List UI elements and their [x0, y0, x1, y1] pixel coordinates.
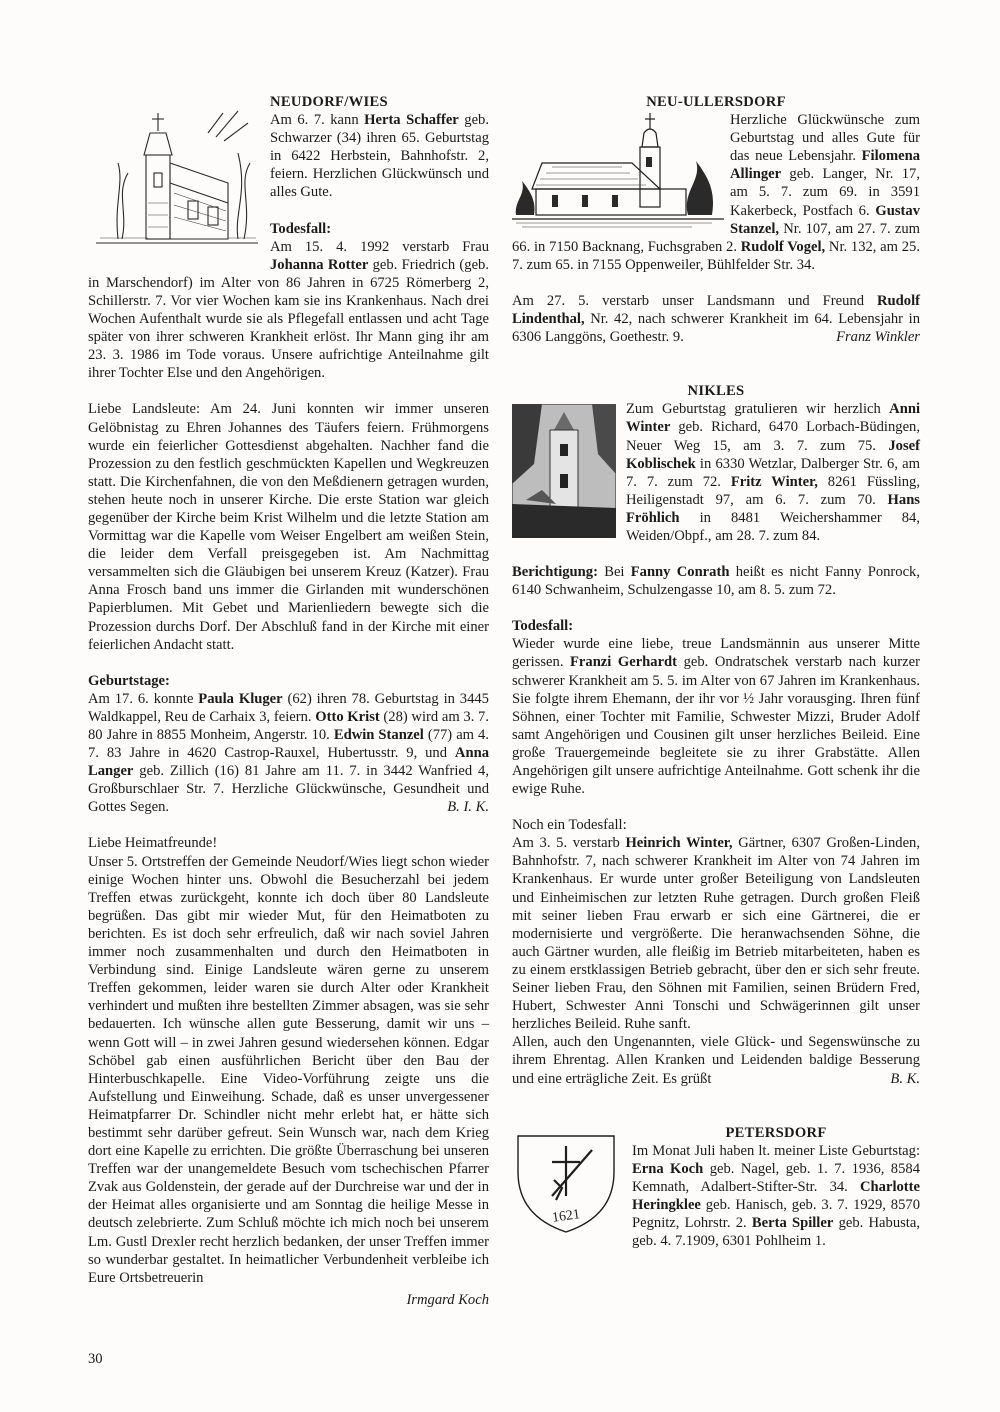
heimat-paragraph: Unser 5. Ortstreffen der Gemeinde Neudorf/Wies liegt schon wieder einige Wochen hinter uns. Obwohl die Besucherzahl bei jedem Treffen etwas zurückgeht, konnte ich doch über 80 Landsleute begrüßen. Das gibt mir wieder Mut, für den Heimatboten zu berichten. Es ist doch sehr erfreulich, daß wir nach soviel Jahren immer noch zusammenhalten und durch den Heimatboten in Verbindung sind. Einige Landsleute wären gerne zu unserem Treffen gekommen, leider waren sie durch Alter oder Krankheit verhindert und mußten ihre bestellten Zimmer absagen, was sie sehr bedauerten. Ich wünsche allen gute Besserung, damit wir uns – wenn Gott will – in zwei Jahren gesund wiedersehen können. Edgar Schöbel gab einen ausführlichen Bericht über den Bau der Hinterbuschkapelle. Eine Video-Vorführung zeigte uns die Aufstellung und Einweihung. Schade, daß es unser unvergessener Heimatpfarrer Dr. Schindler nicht mehr erlebt hat, er hätte sich bestimmt sehr darüber gefreut. Sein Wunsch war, nach dem Krieg dort eine Kapelle zu errichten. Die größte Überraschung bei unseren Treffen war der unangemeldete Besuch vom tschechischen Pfarrer Zvak aus Goldenstein, der gerade auf der Durchreise war und der in der Heimat alles organisierte und am Sonntag die heilige Messe in deutsch zelebrierte. Zum Schluß möchte ich mich noch bei unserem Lm. Gustl Drexler recht herzlich bedanken, der unser Treffen immer so wunderbar gestaltet. In heimatlicher Verbundenheit verbleibe ich Eure Ortsbetreuerin: [88, 853, 489, 1286]
nikles-tower-photo: [512, 404, 620, 542]
ull-name3: Rudolf Vogel,: [740, 238, 826, 255]
tod2-name: Heinrich Winter,: [625, 835, 733, 852]
section-title-petersdorf: PETERSDORF: [725, 1124, 827, 1141]
crest-year: 1621: [551, 1206, 581, 1226]
todesfall2-heading: Noch ein Todesfall:: [512, 817, 627, 834]
ber-name: Fanny Conrath: [630, 564, 730, 581]
page-number: 30: [88, 1351, 103, 1367]
pet-name1: Erna Koch: [632, 1160, 704, 1177]
neudorf-intro-name: Herta Schaffer: [364, 112, 459, 129]
geb-name4: Anna Langer: [88, 745, 489, 780]
nik-b: geb. Richard, 6470 Lorbach-Büdingen, Neuer Weg 15, am 3. 7. zum 75.: [626, 419, 920, 454]
landsleute-paragraph: Liebe Landsleute: Am 24. Juni konnten wir immer unseren Gelöbnistag zu Ehren Johannes des Täufers feiern. Frühmorgens wurde ein feierlicher Gottesdienst abgehalten. Nachher fand die Prozession zu den festlich geschmückten Kapellen und Wegkreuzen statt. Die Kirchenfahnen, die von den Meßdienern getragen wurden, stehen heute noch in unserer Kirche. Die erste Station war gleich gegenüber der Kirche beim Krist Wilhelm und die letzte Station am Vormittag war die Kapelle vom Weiser Engelbert am weißen Stein, die leider dem Verfall preisgegeben ist. Am Nachmittag versammelten sich die Gläubigen bei unserem Kreuz (Katzer). Frau Anna Frosch band uns immer die Girlanden mit wunderschönen Papierblumen. Mit Gebet und Marienliedern bewegte sich die Prozession durchs Dorf. Der Abschluß fand in der Kirche mit einer feierlichen Andacht statt.: [88, 401, 489, 653]
tod-a: Am 15. 4. 1992 verstarb Frau: [270, 238, 489, 255]
tod-name: Johanna Rotter: [270, 256, 369, 273]
ull-c: Nr. 107, am 27. 7. zum 66. in 7150 Backnang, Fuchsgraben 2.: [512, 220, 920, 255]
ull-a: Herzliche Glückwünsche zum Geburtstag und alles Gute für das neue Lebensjahr.: [730, 112, 920, 165]
neudorf-intro-a: Am 6. 7. kann: [270, 112, 365, 129]
nik-name1: Anni Winter: [626, 401, 920, 436]
tod2-a: Am 3. 5. verstarb: [512, 835, 626, 852]
section-title-neudorf: NEUDORF/WIES: [270, 94, 388, 110]
ull-d: Nr. 132, am 25. 7. zum 65. in 7155 Oppenweiler, Bühlfelder Str. 34.: [512, 238, 920, 273]
ull-tod-b: Nr. 42, nach schwerer Krankheit im 64. Lebensjahr in 6306 Langgöns, Goethestr. 9.: [512, 311, 920, 346]
pet-name3: Berta Spiller: [751, 1215, 834, 1232]
geb-b: (62) ihren 78. Geburtstag in 3445 Waldkappel, Reu de Carhaix 3, feiern.: [88, 690, 489, 725]
geb-name3: Edwin Stanzel: [333, 727, 424, 743]
petersdorf-crest: [512, 1132, 624, 1242]
nik-d: 8261 Füssling, Heiligenstadt 97, am 6. 7. zum 70.: [626, 473, 920, 508]
ull-tod-name: Rudolf Lindenthal,: [512, 292, 920, 328]
r-tod-name: Franzi Gerhardt: [570, 654, 678, 671]
ull-name1: Filomena Allinger: [730, 148, 920, 183]
ullersdorf-church-drawing: [512, 111, 724, 231]
nik-name2: Josef Koblischek: [626, 437, 920, 472]
pet-b: geb. Nagel, geb. 1. 7. 1936, 8584 Kemnath, Adalbert-Stifter-Str. 34.: [632, 1160, 920, 1195]
tod-b: geb. Friedrich (geb. in Marschendorf) im Alter von 86 Jahren in 6725 Römerberg 2, Schillerstr. 7. Vor vier Wochen kam sie ins Krankenhaus. Nach drei Wochen Aufenthalt wurde sie als Pflegefall entlassen und acht Tage später von ihrer schweren Krankheit erlöst. Ihr Mann ging ihr am 23. 3. 1986 im Tode voraus. Unsere aufrichtige Anteilnahme gilt ihrer Tochter Else und den Angehörigen.: [88, 256, 489, 382]
geburtstage-paragraph: [88, 690, 489, 817]
ull-signature: Franz Winkler: [836, 329, 920, 346]
geb-name2: Otto Krist: [315, 708, 380, 725]
ber-a: Bei: [597, 564, 631, 581]
ull-tod-a: Am 27. 5. verstarb unser Landsmann und Freund: [512, 292, 878, 309]
nik-a: Zum Geburtstag gratulieren wir herzlich: [626, 401, 890, 418]
geb-e: geb. Zillich (16) 81 Jahre am 11. 7. in 3442 Wanfried 4, Großburschlaer Str. 7. Herzliche Glückwünsche, Gesundheit und Gottes Segen.: [88, 763, 489, 816]
r-tod-b: geb. Ondratschek verstarb nach kurzer schwerer Krankheit am 5. 5. im Alter von 67 Jahren im Krankenhaus. Sie folgte ihrem Ehemann, der ihr vor ½ Jahr vorausging. Ihren fünf Söhnen, einer Tochter mit Familie, Schwester Mizzi, Bruder Adolf samt Angehörigen und Cousinen gilt unser herzliches Beileid. Eine große Trauergemeinde begleitete sie zu ihrer Grabstätte. Allen Angehörigen gilt unsere aufrichtige Anteilnahme. Gott schenk ihr die ewige Ruhe.: [512, 654, 920, 798]
ull-name2: Gustav Stanzel,: [730, 202, 920, 237]
geb-name1: Paula Kluger: [198, 690, 283, 707]
geb-signature: B. I. K.: [447, 799, 489, 816]
todesfall-heading-left: Todesfall:: [270, 220, 332, 237]
nik-name3: Fritz Winter,: [730, 473, 818, 490]
berichtigung-label: Berichtigung:: [512, 564, 598, 581]
geb-c: (28) wird am 3. 7. 80 Jahre in 8855 Monheim, Angerstr. 10.: [88, 708, 489, 743]
todesfall-winter: [512, 834, 920, 1033]
tod2-b: Gärtner, 6307 Großen-Linden, Bahnhofstr. 7, nach schwerer Krankheit im Alter von 74 Jahren im Krankenhaus. Er wurde unter großer Beteiligung von Landsleuten und Einheimischen zur letzten Ruhe getragen. Durch großen Fleiß mit seiner lieben Frau erwarb er sich eine Gärtnerei, die er modernisierte und vergrößerte. Die heranwachsenden Söhne, die auch Gärtner wurden, alle fleißig im Betrieb mitarbeiteten, haben es zu einem erstklassigen Betrieb gebracht, über den er sich sehr freute. Seiner lieben Frau, den Söhnen mit Familien, seinen Brüdern Fred, Hubert, Schwester Anni Tonschi und Schwägerinnen gilt unser herzliches Beileid. Ruhe sanft.: [512, 835, 921, 1033]
todesfall-heading-right: Todesfall:: [512, 618, 574, 635]
section-title-nikles: NIKLES: [687, 383, 745, 400]
todesfall-gerhardt: [512, 635, 920, 798]
geb-d: (77) am 4. 7. 83 Jahre in 4620 Castrop-Rauxel, Hubertusstr. 9, und: [88, 727, 489, 762]
pet-c: geb. Hanisch, geb. 3. 7. 1929, 8570 Pegnitz, Lohrstr. 2.: [632, 1196, 920, 1232]
wishes-text: Allen, auch den Ungenannten, viele Glück- und Segenswünsche zu ihrem Ehrentag. Allen Kranken und Leidenden baldige Besserung und eine erträgliche Zeit. Es grüßt: [512, 1034, 920, 1087]
pet-name2: Charlotte Heringklee: [632, 1178, 920, 1213]
nik-e: in 8481 Weichershammer 84, Weiden/Obpf., am 28. 7. zum 84.: [626, 509, 920, 544]
heimat-signature: Irmgard Koch: [406, 1291, 489, 1308]
nik-name4: Hans Fröhlich: [626, 491, 920, 526]
geburtstage-heading: Geburtstage:: [88, 672, 170, 689]
ull-b: geb. Langer, Nr. 17, am 5. 7. zum 69. in 3591 Kakerbeck, Postfach 6.: [730, 166, 920, 219]
wishes-paragraph: [512, 1033, 920, 1087]
heimat-greeting: Liebe Heimatfreunde!: [88, 835, 218, 852]
right-column: [512, 93, 920, 1250]
ullersdorf-death: [512, 292, 920, 346]
berichtigung-paragraph: [512, 563, 920, 599]
nik-c: in 6330 Wetzlar, Dalberger Str. 6, am 7. 7. zum 72.: [626, 455, 920, 490]
pet-a: Im Monat Juli haben lt. meiner Liste Geburtstag:: [632, 1142, 920, 1159]
r-tod-a: Wieder wurde eine liebe, treue Landsmännin aus unserer Mitte gerissen.: [512, 636, 920, 671]
section-title-neu-ullersdorf: NEU-ULLERSDORF: [646, 94, 786, 110]
left-column: [88, 93, 489, 1309]
neudorf-intro-b: geb. Schwarzer (34) ihren 65. Geburtstag in 6422 Herbstein, Bahnhofstr. 2, feiern. Herzlichen Glückwünsch und alles Gute.: [270, 112, 489, 201]
wishes-signature: B. K.: [890, 1070, 920, 1087]
geb-a: Am 17. 6. konnte: [88, 690, 199, 707]
pet-d: geb. Habusta, geb. 4. 7.1909, 6301 Pohlheim 1.: [632, 1215, 920, 1250]
neudorf-church-drawing: [88, 93, 266, 261]
ber-b: heißt es nicht Fanny Ponrock, 6140 Schwanheim, Schulzengasse 10, am 8. 5. zum 72.: [512, 564, 920, 599]
